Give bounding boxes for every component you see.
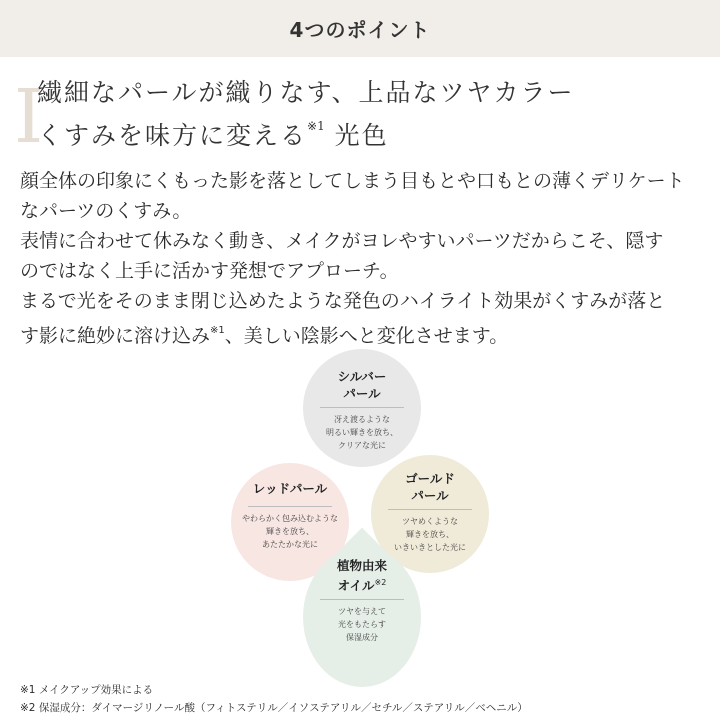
- gold-title-line-2: パール: [411, 488, 449, 503]
- plant-oil-droplet: [303, 547, 421, 687]
- gold-pearl-description: [371, 515, 489, 554]
- heading-line-2-tail: 光色: [334, 121, 389, 150]
- plant-desc-3: 保湿成分: [346, 633, 378, 642]
- divider: [320, 599, 404, 600]
- body-line-3: 表情に合わせて休みなく動き、メイクがヨレやすいパーツだからこそ、隠す: [20, 230, 664, 252]
- red-desc-2: 輝きを放ち、: [266, 527, 314, 536]
- section-title: 4つのポイント: [289, 18, 431, 42]
- body-line-1: 顔全体の印象にくもった影を落としてしまう目もとや口もとの薄くデリケート: [20, 170, 685, 192]
- plant-desc-1: ツヤを与えて: [338, 607, 386, 616]
- silver-desc-3: クリアな光に: [338, 441, 386, 450]
- red-desc-1: やわらかく包み込むような: [242, 514, 338, 523]
- heading-footnote-mark: ※1: [307, 119, 325, 133]
- footnote-2: ※2 保湿成分：ダイマージリノール酸（フィトステリル／イソステアリル／セチル／ステアリル／ベヘニル）: [20, 702, 528, 714]
- divider: [248, 506, 332, 507]
- plant-desc-2: 光をもたらす: [338, 620, 386, 629]
- footnote-1: ※1 メイクアップ効果による: [20, 684, 154, 696]
- heading-line-2: [37, 116, 389, 152]
- red-pearl-title: レッドパール: [252, 481, 328, 496]
- heading-initial-mark: I: [14, 74, 44, 160]
- plant-oil-title: [303, 557, 421, 594]
- body-footnote-mark: ※1: [210, 325, 225, 336]
- red-pearl-description: [231, 512, 349, 551]
- body-line-4: のではなく上手に活かす発想でアプローチ。: [20, 260, 399, 282]
- heading-line-1: 繊細なパールが織りなす、上品なツヤカラー: [37, 78, 575, 107]
- silver-title-line-2: パール: [343, 386, 381, 401]
- plant-oil-description: [303, 605, 421, 644]
- header-band: [0, 0, 720, 57]
- body-line-5: まるで光をそのまま閉じ込めたような発色のハイライト効果がくすみが落と: [20, 290, 666, 312]
- plant-title-line-2: オイル: [337, 578, 375, 593]
- gold-desc-1: ツヤめくような: [402, 517, 458, 526]
- plant-title-line-1: 植物由来: [336, 558, 387, 573]
- divider: [388, 509, 472, 510]
- description-text: [20, 166, 710, 346]
- body-line-6-tail: 、美しい陰影へと変化させます。: [224, 325, 509, 347]
- heading-line-2-text: くすみを味方に変える: [37, 121, 308, 150]
- body-line-6-text: す影に絶妙に溶け込み: [20, 325, 211, 347]
- silver-desc-1: 冴え渡るような: [334, 415, 390, 424]
- body-line-2: なパーツのくすみ。: [20, 200, 192, 222]
- gold-desc-3: いきいきとした光に: [394, 543, 466, 552]
- silver-pearl-description: [303, 413, 421, 452]
- silver-desc-2: 明るい輝きを放ち、: [326, 428, 398, 437]
- silver-title-line-1: シルバー: [337, 369, 387, 384]
- body-line-6: [20, 316, 710, 346]
- gold-title-line-1: ゴールド: [405, 471, 455, 486]
- plant-footnote-mark: ※2: [374, 578, 387, 587]
- silver-pearl-title: [303, 368, 421, 402]
- divider: [320, 407, 404, 408]
- gold-desc-2: 輝きを放ち、: [406, 530, 454, 539]
- silver-pearl-circle: [303, 349, 421, 467]
- gold-pearl-title: [371, 470, 489, 504]
- red-desc-3: あたたかな光に: [262, 540, 318, 549]
